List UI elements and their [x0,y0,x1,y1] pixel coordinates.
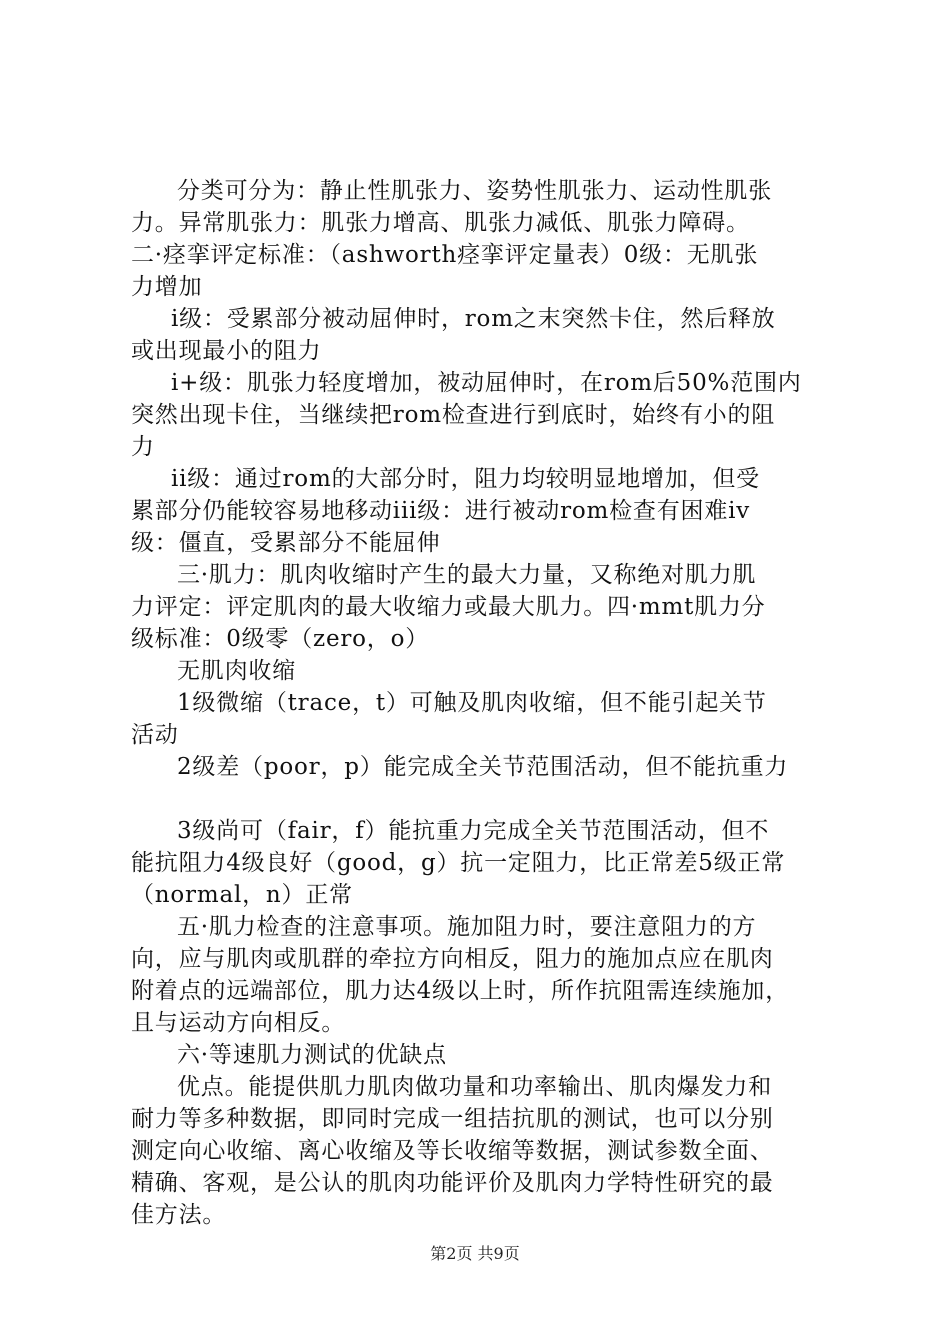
text-line: 二·痉挛评定标准：（ashworth痉挛评定量表）0级：无肌张 [131,242,759,268]
text-line: 突然出现卡住，当继续把rom检查进行到底时，始终有小的阻 [131,402,776,428]
text-line: 精确、客观，是公认的肌肉功能评价及肌肉力学特性研究的最 [131,1170,774,1196]
text-line: 能抗阻力4级良好（good，g）抗一定阻力，比正常差5级正常 [131,850,786,876]
text-line: i级：受累部分被动屈伸时，rom之末突然卡住，然后释放 [171,306,776,332]
text-line: 活动 [131,722,179,748]
text-line: （normal，n）正常 [131,882,353,908]
text-line: 附着点的远端部位，肌力达4级以上时，所作抗阻需连续施加， [131,978,790,1004]
text-line: 向，应与肌肉或肌群的牵拉方向相反，阻力的施加点应在肌肉 [131,946,774,972]
text-line: 三·肌力：肌肉收缩时产生的最大力量，又称绝对肌力肌 [177,562,757,588]
text-line: 累部分仍能较容易地移动iii级：进行被动rom检查有困难iv [131,498,751,524]
text-line: 或出现最小的阻力 [131,338,322,364]
blank-line [131,783,843,815]
text-line: 级标准：0级零（zero，o） [131,626,430,652]
text-line: 力评定：评定肌肉的最大收缩力或最大肌力。四·mmt肌力分 [131,594,766,620]
text-line: 2级差（poor，p）能完成全关节范围活动，但不能抗重力 [177,754,789,780]
text-line: 测定向心收缩、离心收缩及等长收缩等数据，测试参数全面、 [131,1138,774,1164]
text-line: 分类可分为：静止性肌张力、姿势性肌张力、运动性肌张 [177,178,772,204]
text-line: 力。异常肌张力：肌张力增高、肌张力减低、肌张力障碍。 [131,210,750,236]
text-line: 优点。能提供肌力肌肉做功量和功率输出、肌肉爆发力和 [177,1074,772,1100]
text-line: 3级尚可（fair，f）能抗重力完成全关节范围活动，但不 [177,818,770,844]
text-line: i+级：肌张力轻度增加，被动屈伸时，在rom后50%范围内 [171,370,802,396]
text-line: 无肌肉收缩 [177,658,296,684]
document-body [131,175,843,1231]
text-line: 1级微缩（trace，t）可触及肌肉收缩，但不能引起关节 [177,690,767,716]
text-line: 耐力等多种数据，即同时完成一组拮抗肌的测试，也可以分别 [131,1106,774,1132]
text-line: 级：僵直，受累部分不能屈伸 [131,530,441,556]
text-line: 且与运动方向相反。 [131,1010,346,1036]
text-line: 六·等速肌力测试的优缺点 [177,1042,447,1068]
text-line: 佳方法。 [131,1202,227,1228]
text-line: 力 [131,434,155,460]
text-line: ii级：通过rom的大部分时，阻力均较明显地增加，但受 [171,466,760,492]
page-number-footer: 第2页 共9页 [430,1244,520,1263]
text-line: 五·肌力检查的注意事项。施加阻力时，要注意阻力的方 [177,914,757,940]
text-line: 力增加 [131,274,203,300]
